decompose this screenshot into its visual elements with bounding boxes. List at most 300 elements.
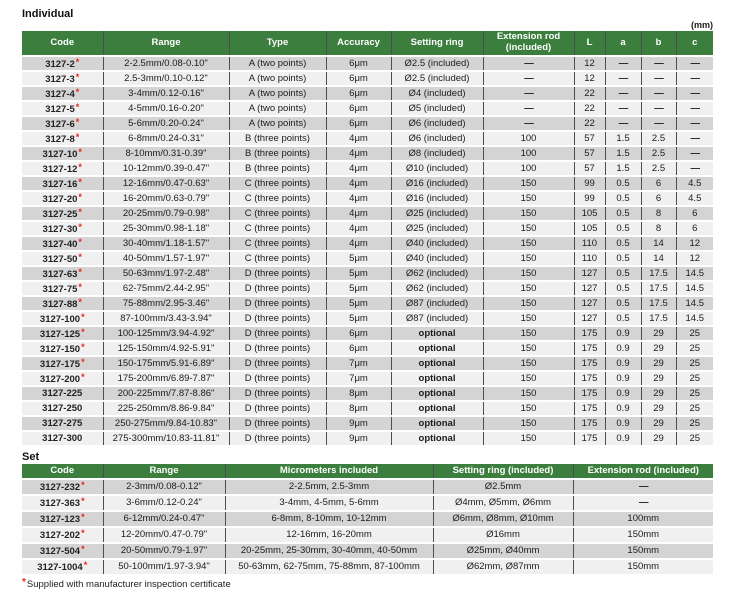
code-text: 3127-88 [42,298,78,310]
cell: A (two points) [229,86,326,101]
cell: D (three points) [229,296,326,311]
star-marker: * [81,528,85,539]
table-row [22,326,713,341]
cell: 62-75mm/2.44-2.95" [103,281,229,296]
code-text: 3127-300 [42,432,83,444]
cell: optional [391,386,483,401]
cell: 150 [483,176,574,191]
cell: 0.5 [605,176,641,191]
table-row [22,431,713,445]
table-row [22,86,713,101]
cell: 200-225mm/7.87-8.86" [103,386,229,401]
star-marker: * [81,326,85,337]
cell: 0.9 [605,356,641,371]
code-cell [22,191,103,206]
cell: 7μm [326,356,391,371]
cell: 1.5 [605,131,641,146]
star-marker: * [81,371,85,382]
cell: — [676,146,713,161]
cell: 30-40mm/1.18-1.57" [103,236,229,251]
star-marker: * [81,480,85,491]
table-row [22,416,713,431]
footnote-text: Supplied with manufacturer inspection certificate [26,579,231,590]
cell: — [483,86,574,101]
cell: 17.5 [641,266,676,281]
cell: Ø4mm, Ø5mm, Ø6mm [433,495,573,511]
code-text: 3127-202 [39,530,81,542]
cell: 14.5 [676,266,713,281]
table-row [22,206,713,221]
cell: 50-100mm/1.97-3.94" [103,559,225,574]
table-row [22,281,713,296]
cell: Ø4 (included) [391,86,483,101]
set-table-header [22,464,713,479]
cell: 22 [574,116,605,131]
table-row [22,495,713,511]
star-marker: * [83,560,88,571]
code-cell [22,527,103,543]
code-cell [22,326,103,341]
cell: C (three points) [229,206,326,221]
cell: 127 [574,311,605,326]
cell: 17.5 [641,296,676,311]
cell: 4μm [326,176,391,191]
cell: 4-5mm/0.16-0.20" [103,101,229,116]
code-text: 3127-363 [39,498,81,510]
cell: 3-6mm/0.12-0.24" [103,495,225,511]
cell: 6μm [326,341,391,356]
cell: optional [391,326,483,341]
cell: Ø25 (included) [391,206,483,221]
star-marker: * [22,577,26,588]
cell: 5-6mm/0.20-0.24" [103,116,229,131]
code-cell [22,281,103,296]
table-row [22,101,713,116]
cell: 7μm [326,371,391,386]
cell: 8μm [326,386,391,401]
code-text: 3127-200 [39,373,81,385]
code-cell [22,479,103,495]
cell: 6 [641,191,676,206]
cell: — [676,71,713,86]
cell: 25-30mm/0.98-1.18" [103,221,229,236]
cell: 50-63mm, 62-75mm, 75-88mm, 87-100mm [225,559,433,574]
cell: 2.5 [641,161,676,176]
cell: 150 [483,281,574,296]
cell: 0.9 [605,326,641,341]
cell: 5μm [326,311,391,326]
individual-table-header [22,31,713,56]
cell: 4μm [326,236,391,251]
cell: 25 [676,371,713,386]
cell: B (three points) [229,131,326,146]
table-row [22,511,713,527]
cell: optional [391,341,483,356]
cell: 40-50mm/1.57-1.97" [103,251,229,266]
cell: 2-2.5mm/0.08-0.10" [103,56,229,71]
cell: 6μm [326,101,391,116]
cell: Ø6 (included) [391,131,483,146]
star-marker: * [75,56,80,67]
cell: 8-10mm/0.31-0.39" [103,146,229,161]
code-text: 3127-75 [42,283,78,295]
cell: 10-12mm/0.39-0.47" [103,161,229,176]
cell: 14.5 [676,281,713,296]
cell: 25 [676,356,713,371]
cell: 6 [676,221,713,236]
cell: 150 [483,401,574,416]
code-text: 3127-125 [39,328,81,340]
code-cell [22,311,103,326]
cell: 150 [483,371,574,386]
cell: 25 [676,431,713,445]
star-marker: * [78,266,82,277]
cell: 150 [483,356,574,371]
code-text: 3127-100 [39,313,81,325]
star-marker: * [81,512,85,523]
code-cell [22,431,103,445]
cell: 29 [641,386,676,401]
code-text: 3127-6 [45,118,75,130]
star-marker: * [78,206,82,217]
cell: C (three points) [229,236,326,251]
code-text: 3127-10 [42,148,78,160]
star-marker: * [75,131,80,142]
cell: D (three points) [229,431,326,445]
column-header: c [676,31,713,56]
cell: Ø62mm, Ø87mm [433,559,573,574]
cell: 150 [483,431,574,445]
star-marker: * [81,311,85,322]
set-table [22,464,713,574]
cell: Ø6 (included) [391,116,483,131]
cell: — [605,71,641,86]
code-text: 3127-5 [45,103,75,115]
star-marker: * [78,221,82,232]
cell: 105 [574,221,605,236]
star-marker: * [81,356,85,367]
star-marker: * [78,191,82,202]
cell: 105 [574,206,605,221]
cell: Ø62 (included) [391,266,483,281]
cell: 175 [574,326,605,341]
column-header: Range [103,464,225,479]
column-header: Code [22,31,103,56]
cell: 22 [574,101,605,116]
cell: 175 [574,356,605,371]
cell: 2.5-3mm/0.10-0.12" [103,71,229,86]
code-cell [22,386,103,401]
cell: 25 [676,401,713,416]
cell: 175 [574,416,605,431]
cell: Ø16mm [433,527,573,543]
column-header: Setting ring (included) [433,464,573,479]
cell: optional [391,356,483,371]
cell: 29 [641,431,676,445]
cell: 5μm [326,296,391,311]
table-row [22,236,713,251]
table-row [22,131,713,146]
table-row [22,176,713,191]
cell: 12-20mm/0.47-0.79" [103,527,225,543]
cell: 150 [483,251,574,266]
cell: — [641,56,676,71]
code-cell [22,101,103,116]
cell: 250-275mm/9.84-10.83" [103,416,229,431]
cell: 150mm [573,543,713,559]
code-cell [22,206,103,221]
individual-table-body [22,56,713,445]
cell: 6 [641,176,676,191]
code-cell [22,116,103,131]
code-text: 3127-150 [39,343,81,355]
cell: optional [391,371,483,386]
code-cell [22,495,103,511]
table-row [22,527,713,543]
cell: B (three points) [229,161,326,176]
cell: optional [391,401,483,416]
cell: 29 [641,401,676,416]
cell: 0.5 [605,296,641,311]
cell: 87-100mm/3.43-3.94" [103,311,229,326]
code-cell [22,221,103,236]
cell: 57 [574,146,605,161]
column-header: Range [103,31,229,56]
cell: 0.5 [605,206,641,221]
table-row [22,146,713,161]
cell: 100 [483,161,574,176]
cell: 100 [483,146,574,161]
cell: 6μm [326,86,391,101]
star-marker: * [78,281,82,292]
cell: D (three points) [229,371,326,386]
cell: 0.9 [605,401,641,416]
cell: Ø87 (included) [391,311,483,326]
star-marker: * [75,101,80,112]
column-header: Extension rod (included) [573,464,713,479]
cell: 0.5 [605,266,641,281]
cell: 127 [574,266,605,281]
table-row [22,161,713,176]
code-cell [22,341,103,356]
cell: Ø25 (included) [391,221,483,236]
code-cell [22,356,103,371]
code-cell [22,559,103,574]
code-text: 3127-250 [42,402,83,414]
cell: 175 [574,431,605,445]
cell: 75-88mm/2.95-3.46" [103,296,229,311]
code-text: 3127-225 [42,387,83,399]
cell: 175 [574,341,605,356]
table-row [22,296,713,311]
code-cell [22,543,103,559]
cell: — [483,71,574,86]
cell: A (two points) [229,71,326,86]
cell: 6μm [326,116,391,131]
cell: 175-200mm/6.89-7.87" [103,371,229,386]
cell: 6μm [326,56,391,71]
cell: 100mm [573,511,713,527]
code-text: 3127-63 [42,268,78,280]
star-marker: * [78,161,82,172]
cell: 0.5 [605,236,641,251]
cell: D (three points) [229,326,326,341]
cell: 2.5 [641,146,676,161]
cell: 0.9 [605,341,641,356]
cell: — [641,71,676,86]
cell: — [573,495,713,511]
code-cell [22,251,103,266]
cell: D (three points) [229,416,326,431]
cell: 14 [641,236,676,251]
cell: 57 [574,131,605,146]
cell: A (two points) [229,116,326,131]
cell: 110 [574,236,605,251]
cell: — [676,56,713,71]
code-text: 3127-1004 [37,562,83,574]
star-marker: * [75,116,80,127]
cell: 12 [676,251,713,266]
table-row [22,356,713,371]
cell: 6-8mm/0.24-0.31" [103,131,229,146]
star-marker: * [81,341,85,352]
cell: — [605,86,641,101]
star-marker: * [78,146,82,157]
cell: 14 [641,251,676,266]
code-cell [22,146,103,161]
cell: D (three points) [229,311,326,326]
cell: 5μm [326,281,391,296]
cell: 29 [641,341,676,356]
cell: 14.5 [676,296,713,311]
cell: Ø87 (included) [391,296,483,311]
column-header: Code [22,464,103,479]
cell: 3-4mm/0.12-0.16" [103,86,229,101]
cell: 150 [483,236,574,251]
cell: 57 [574,161,605,176]
footnote [22,577,713,590]
cell: 2.5 [641,131,676,146]
cell: D (three points) [229,356,326,371]
cell: 6μm [326,326,391,341]
cell: — [483,56,574,71]
cell: Ø2.5mm [433,479,573,495]
cell: — [676,131,713,146]
cell: 4.5 [676,191,713,206]
table-row [22,543,713,559]
cell: 0.5 [605,221,641,236]
cell: 0.9 [605,371,641,386]
code-cell [22,266,103,281]
cell: 25 [676,326,713,341]
table-row [22,56,713,71]
code-text: 3127-275 [42,417,83,429]
cell: 175 [574,386,605,401]
star-marker: * [78,176,82,187]
code-text: 3127-4 [45,88,75,100]
cell: 127 [574,296,605,311]
table-row [22,386,713,401]
cell: D (three points) [229,266,326,281]
cell: Ø8 (included) [391,146,483,161]
cell: — [483,101,574,116]
star-marker: * [81,544,85,555]
cell: 12 [574,71,605,86]
cell: 8 [641,206,676,221]
cell: 4μm [326,131,391,146]
star-marker: * [78,236,82,247]
cell: 20-25mm/0.79-0.98" [103,206,229,221]
cell: optional [391,431,483,445]
code-text: 3127-8 [45,133,75,145]
column-header: Accuracy [326,31,391,56]
cell: 0.9 [605,386,641,401]
cell: 9μm [326,416,391,431]
cell: 17.5 [641,311,676,326]
cell: Ø16 (included) [391,191,483,206]
cell: optional [391,416,483,431]
cell: Ø10 (included) [391,161,483,176]
table-row [22,401,713,416]
code-text: 3127-40 [42,238,78,250]
code-cell [22,296,103,311]
code-cell [22,511,103,527]
cell: 25 [676,386,713,401]
cell: 150 [483,341,574,356]
cell: 1.5 [605,146,641,161]
cell: 22 [574,86,605,101]
cell: — [573,479,713,495]
cell: — [641,101,676,116]
cell: 14.5 [676,311,713,326]
cell: 12 [574,56,605,71]
column-header: Extension rod (included) [483,31,574,56]
individual-section-title: Individual [22,8,74,20]
cell: 175 [574,401,605,416]
cell: D (three points) [229,341,326,356]
cell: 150 [483,221,574,236]
cell: C (three points) [229,176,326,191]
cell: 99 [574,191,605,206]
cell: — [605,116,641,131]
cell: 225-250mm/8.86-9.84" [103,401,229,416]
column-header: b [641,31,676,56]
code-text: 3127-2 [45,58,75,70]
cell: 6 [676,206,713,221]
code-cell [22,176,103,191]
cell: 29 [641,416,676,431]
cell: 50-63mm/1.97-2.48" [103,266,229,281]
cell: 275-300mm/10.83-11.81" [103,431,229,445]
cell: 20-25mm, 25-30mm, 30-40mm, 40-50mm [225,543,433,559]
code-text: 3127-232 [39,482,81,494]
table-row [22,479,713,495]
code-text: 3127-12 [42,163,78,175]
cell: 25 [676,341,713,356]
cell: 20-50mm/0.79-1.97" [103,543,225,559]
cell: Ø5 (included) [391,101,483,116]
cell: Ø25mm, Ø40mm [433,543,573,559]
cell: 17.5 [641,281,676,296]
code-cell [22,401,103,416]
cell: 12 [676,236,713,251]
cell: 0.5 [605,281,641,296]
cell: — [641,116,676,131]
star-marker: * [78,296,82,307]
star-marker: * [81,496,85,507]
cell: C (three points) [229,221,326,236]
cell: Ø40 (included) [391,251,483,266]
